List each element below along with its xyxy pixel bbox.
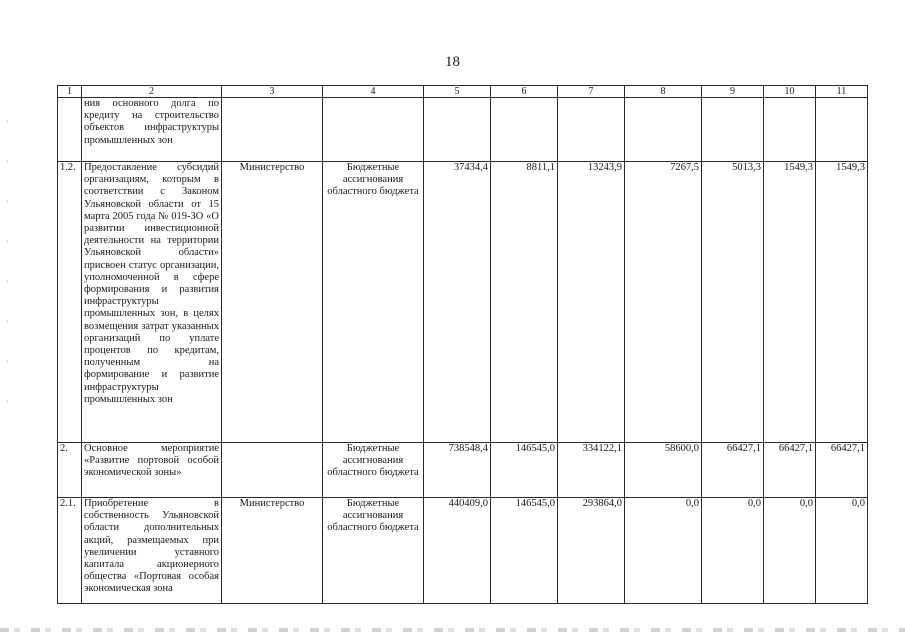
column-header: 5 — [424, 86, 491, 98]
table-row — [58, 98, 868, 162]
value-col-11 — [816, 98, 868, 162]
value-col-9: 0,0 — [702, 498, 764, 604]
measure-name: Предоставление субсидий организациям, которым в соответствии с Законом Ульяновской области от 15 марта 2005 года № 019-ЗО «О развитии инвестиционной деятельности на территории Ульяновской области» присвоен статус организации, уполномоченной в сфере формирования и развития инфраструктуры промышленных зон, в целях возмещения затрат указанных организаций по уплате процентов по кредитам, полученным на формирование и развитие инфраструктуры промышленных зон — [82, 162, 222, 443]
column-header: 11 — [816, 86, 868, 98]
value-col-8: 0,0 — [625, 498, 702, 604]
table-row — [58, 162, 868, 443]
budget-table — [57, 85, 868, 604]
value-col-7: 334122,1 — [558, 443, 625, 498]
measure-name: ния основного долга по кредиту на строительство объектов инфраструктуры промышленных зон — [82, 98, 222, 162]
column-header: 9 — [702, 86, 764, 98]
row-number — [58, 98, 82, 162]
table-row — [58, 443, 868, 498]
row-number: 2.1. — [58, 498, 82, 604]
row-number: 2. — [58, 443, 82, 498]
value-col-6 — [491, 98, 558, 162]
funding-source — [323, 98, 424, 162]
column-header: 8 — [625, 86, 702, 98]
column-header: 3 — [222, 86, 323, 98]
funding-source: Бюджетные ассигнования областного бюджета — [323, 443, 424, 498]
row-number: 1.2. — [58, 162, 82, 443]
value-total — [424, 98, 491, 162]
value-total: 37434,4 — [424, 162, 491, 443]
executor: Министерство — [222, 498, 323, 604]
value-col-11: 0,0 — [816, 498, 868, 604]
column-header: 7 — [558, 86, 625, 98]
table-row — [58, 498, 868, 604]
value-col-10: 66427,1 — [764, 443, 816, 498]
scan-bottom-noise — [0, 628, 905, 632]
value-col-6: 146545,0 — [491, 498, 558, 604]
value-col-7: 293864,0 — [558, 498, 625, 604]
value-col-7 — [558, 98, 625, 162]
value-col-8: 58600,0 — [625, 443, 702, 498]
measure-name: Приобретение в собственность Ульяновской области дополнительных акций, размещаемых при увеличении уставного капитала акционерного общества «Портовая особая экономическая зона — [82, 498, 222, 604]
column-header: 10 — [764, 86, 816, 98]
funding-source: Бюджетные ассигнования областного бюджета — [323, 162, 424, 443]
value-col-8: 7267,5 — [625, 162, 702, 443]
scan-margin-noise — [6, 120, 8, 440]
value-col-6: 8811,1 — [491, 162, 558, 443]
value-total: 440409,0 — [424, 498, 491, 604]
table-header-row — [58, 86, 868, 98]
value-col-11: 66427,1 — [816, 443, 868, 498]
value-col-10: 1549,3 — [764, 162, 816, 443]
column-header: 1 — [58, 86, 82, 98]
value-col-7: 13243,9 — [558, 162, 625, 443]
value-col-8 — [625, 98, 702, 162]
executor: Министерство — [222, 162, 323, 443]
page-number: 18 — [445, 54, 460, 70]
value-col-6: 146545,0 — [491, 443, 558, 498]
value-col-10 — [764, 98, 816, 162]
column-header: 4 — [323, 86, 424, 98]
value-total: 738548,4 — [424, 443, 491, 498]
value-col-9: 5013,3 — [702, 162, 764, 443]
value-col-10: 0,0 — [764, 498, 816, 604]
column-header: 6 — [491, 86, 558, 98]
measure-name: Основное мероприятие «Развитие портовой особой экономической зоны» — [82, 443, 222, 498]
value-col-11: 1549,3 — [816, 162, 868, 443]
value-col-9 — [702, 98, 764, 162]
value-col-9: 66427,1 — [702, 443, 764, 498]
column-header: 2 — [82, 86, 222, 98]
executor — [222, 443, 323, 498]
executor — [222, 98, 323, 162]
funding-source: Бюджетные ассигнования областного бюджета — [323, 498, 424, 604]
